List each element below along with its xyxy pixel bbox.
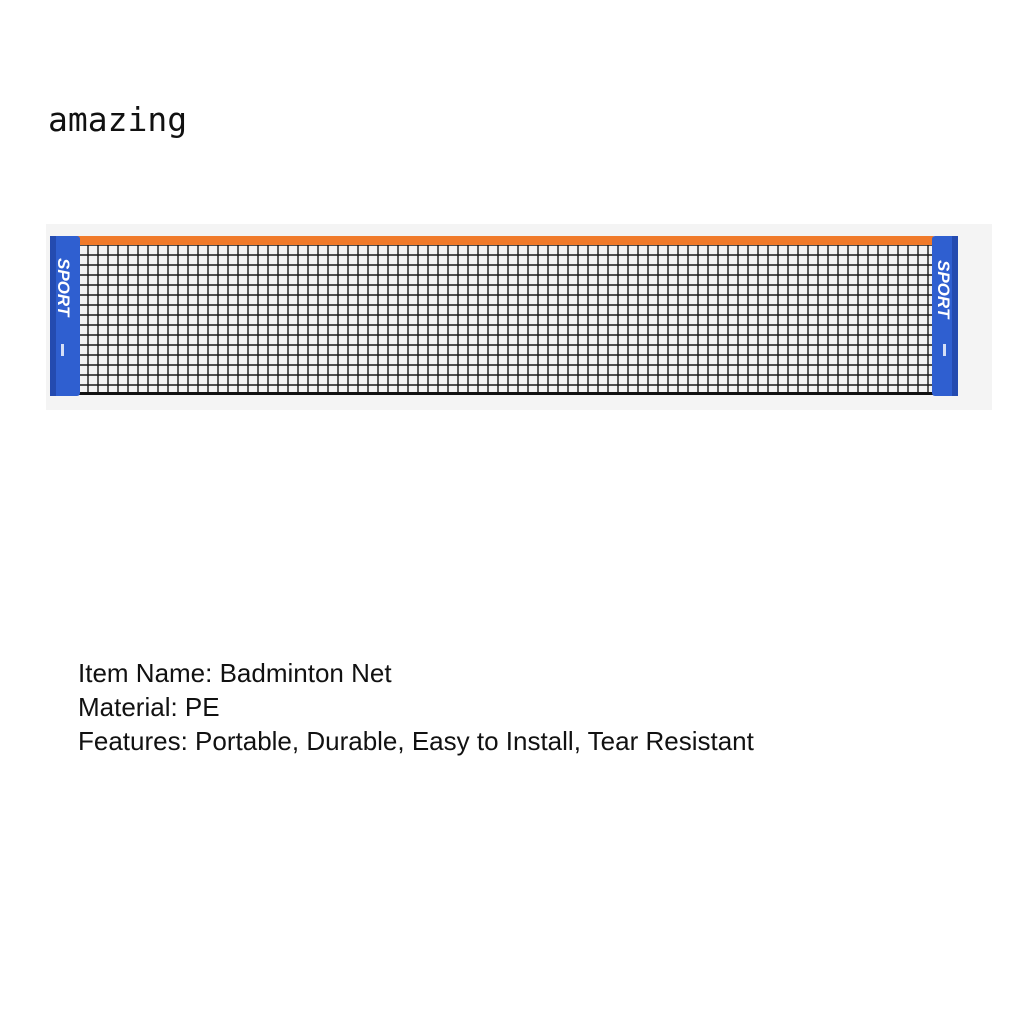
spec-material: Material: PE xyxy=(78,692,220,722)
badminton-net-image xyxy=(36,218,996,418)
right-post xyxy=(932,236,958,396)
brand-watermark: amazing xyxy=(48,100,188,139)
spec-item-name: Item Name: Badminton Net xyxy=(78,658,392,688)
left-post xyxy=(50,236,80,396)
spec-features: Features: Portable, Durable, Easy to Install, Tear Resistant xyxy=(78,726,754,756)
left-post-label: SPORT xyxy=(54,258,73,317)
right-post-label: SPORT xyxy=(934,260,953,319)
product-specs xyxy=(78,656,754,758)
badminton-net-illustration xyxy=(36,218,996,418)
net-bottom-cord xyxy=(76,392,934,395)
net-top-tape xyxy=(66,236,934,245)
